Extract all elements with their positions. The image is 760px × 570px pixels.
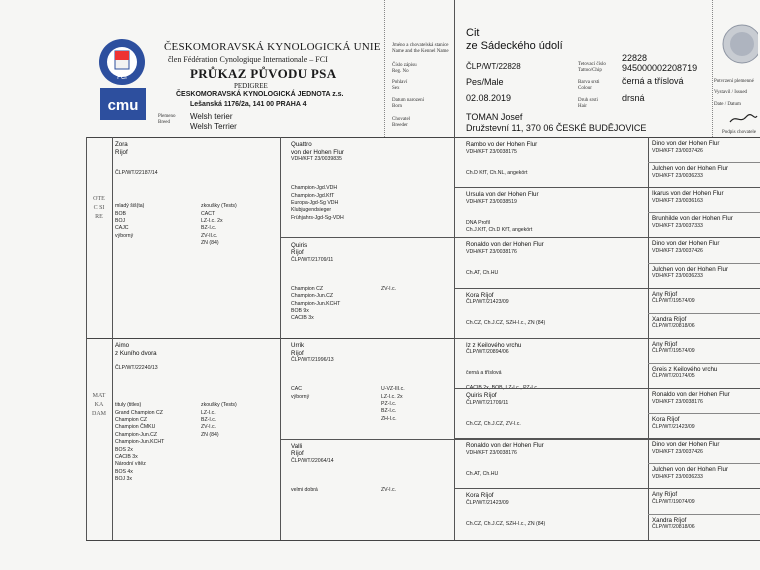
great-grandparent-extra: černá a tříslová CACIB 2x, BOB, LZ-I.c., PZ-I.c. xyxy=(466,370,539,392)
test-line: PZ-I.c. xyxy=(381,401,397,407)
great-grandparent-name: Iz z Keilového vrchu xyxy=(466,341,522,349)
grandparent-details xyxy=(291,286,451,323)
title-line: Europa-Jgd-Sg VDH xyxy=(291,200,339,206)
grandparent-details xyxy=(291,487,451,494)
test-line: ZN (84) xyxy=(201,240,219,247)
reg-label: Číslo zápisu Reg. No xyxy=(392,63,417,74)
title-line: BOS 2x xyxy=(115,446,133,453)
title-line: BOB 9x xyxy=(291,307,309,314)
test-line: zkoušky (Tests) xyxy=(201,402,237,409)
row-divider xyxy=(454,237,648,238)
gg-grandparent-cell xyxy=(652,466,758,481)
gg-grandparent-reg: ČLP/WT/19574/09 xyxy=(652,298,695,305)
title-line: Frühjahrs-Jgd-Sg-VDH xyxy=(291,214,344,221)
grandparent-tests xyxy=(381,286,451,323)
side-text-2: Vystavil / Issued xyxy=(714,90,748,95)
grandparent-name: Urrik Ríjof xyxy=(291,342,305,357)
great-grandparent-name: Ronaldo von der Hohen Flur xyxy=(466,241,544,249)
grandparent-cell xyxy=(291,242,451,323)
grandparent-reg: ČLP/WT/22064/14 xyxy=(291,457,334,464)
gg-grandparent-reg: VDH/KFT 23/0036233 xyxy=(652,473,703,480)
gg-grandparent-cell xyxy=(652,366,758,381)
title-line: tituly (titles) xyxy=(115,402,142,409)
great-grandparent-name: Kora Ríjof xyxy=(466,291,494,299)
title-line: Champion-Jun.KCHT xyxy=(291,300,341,307)
title-line: výborný xyxy=(115,232,134,239)
grandparent-name: Valli Ríjof xyxy=(291,442,304,458)
title-line: Champion-Jun.CZ xyxy=(291,293,334,300)
row-divider xyxy=(648,313,760,314)
pedigree-label: PEDIGREE xyxy=(234,82,268,90)
title-line: výborný xyxy=(291,393,310,400)
gg-grandparent-reg: ČLP/WT/20818/06 xyxy=(652,323,695,330)
issuer: ČESKOMORAVSKÁ KYNOLOGICKÁ JEDNOTA z.s. xyxy=(176,91,344,98)
grandparent-details xyxy=(291,185,451,222)
reg-no: ČLP/WT/22828 xyxy=(466,62,521,71)
great-grandparent-extra: DNA Profil Ch.J.KfT, Ch.D KfT, angekört xyxy=(466,219,533,234)
grandparent-titles xyxy=(291,286,381,323)
born: 02.08.2019 xyxy=(466,93,512,103)
gg-grandparent-reg: VDH/KFT 23/0037426 xyxy=(652,448,703,455)
title-line: velmi dobrá xyxy=(291,486,318,493)
test-line: zkoušky (Tests) xyxy=(201,203,237,210)
address: Lešanská 1176/2a, 141 00 PRAHA 4 xyxy=(190,101,307,108)
tattoo: 22828 xyxy=(622,53,648,63)
great-grandparent-cell xyxy=(466,292,646,328)
row-divider xyxy=(648,463,760,464)
breed-en: Welsh Terrier xyxy=(190,122,237,131)
test-line: LZ-I.c. 2x xyxy=(381,393,403,400)
breeder-address: Družstevní 11, 370 06 ČESKÉ BUDĚJOVICE xyxy=(466,123,647,133)
great-grandparent-reg: ČLP/WT/20894/06 xyxy=(466,349,509,356)
test-line: BZ-I.c. xyxy=(381,408,397,415)
gg-grandparent-reg: ČLP/WT/19574/09 xyxy=(652,348,695,355)
gg-grandparent-reg: VDH/KFT 23/0037333 xyxy=(652,222,703,229)
grandparent-cell xyxy=(291,342,451,423)
gg-grandparent-name: Julchen von der Hohen Flur xyxy=(652,466,729,474)
gg-grandparent-cell xyxy=(652,140,758,155)
breed-label: Plemeno Breed xyxy=(158,114,176,125)
gg-grandparent-cell xyxy=(652,416,758,431)
dam-reg: ČLP/WT/22240/13 xyxy=(115,365,158,372)
gg-grandparent-reg: VDH/KFT 23/0037426 xyxy=(652,147,703,154)
dam-name: Aimo z Kuního dvora xyxy=(115,342,157,357)
row-divider xyxy=(454,438,648,439)
title-line: Grand Champion CZ xyxy=(115,409,163,416)
row-divider xyxy=(454,187,648,188)
sire-cell xyxy=(115,141,277,248)
grandparent-reg: VDH/KFT 23/0039835 xyxy=(291,156,342,163)
dog-name-1: Cit xyxy=(466,27,480,39)
gg-grandparent-reg: ČLP/WT/21423/09 xyxy=(652,423,695,430)
gg-grandparent-name: Dino von der Hohen Flur xyxy=(652,140,720,147)
gg-grandparent-cell xyxy=(652,316,758,331)
born-label: Datum narození Born xyxy=(392,98,425,109)
row-divider xyxy=(454,338,648,339)
great-grandparent-cell xyxy=(466,392,646,428)
chip: 945000002208719 xyxy=(622,63,698,73)
great-grandparent-name: Quiris Ríjof xyxy=(466,392,497,399)
grandparent-name: Quattro von der Hohen Flur xyxy=(291,141,344,156)
sire-name: Zora Ríjof xyxy=(115,141,128,156)
sire-titles xyxy=(115,203,201,247)
colour: černá a tříslová xyxy=(622,76,684,86)
sex: Pes/Male xyxy=(466,77,504,87)
test-line: LZ-I.c. xyxy=(201,409,216,416)
title-line: BOB xyxy=(115,210,126,217)
great-grandparent-reg: ČLP/WT/21423/09 xyxy=(466,299,509,306)
grandparent-titles xyxy=(291,386,381,423)
test-line: CACT xyxy=(201,210,216,217)
date-label: Date / Datum xyxy=(714,102,741,107)
row-divider xyxy=(648,388,760,389)
signature-label: Podpis chovatele xyxy=(722,130,757,135)
great-grandparent-reg: ČLP/WT/21423/09 xyxy=(466,499,509,506)
test-line: LZ-I.c. 2x xyxy=(201,218,223,224)
gg-grandparent-reg: VDH/KFT 23/0037426 xyxy=(652,247,703,254)
title-line: Champion CZ xyxy=(115,417,148,423)
gg-grandparent-reg: ČLP/WT/20818/06 xyxy=(652,524,695,531)
gg-grandparent-reg: ČLP/WT/19074/09 xyxy=(652,498,695,505)
dam-cell xyxy=(115,342,277,484)
dam-side-label: MATKA DAM xyxy=(92,393,107,417)
gg-grandparent-name: Dino von der Hohen Flur xyxy=(652,441,720,449)
row-divider xyxy=(648,288,760,289)
gg-grandparent-reg: VDH/KFT 23/0036233 xyxy=(652,273,703,280)
row-divider xyxy=(648,187,760,188)
gg-grandparent-cell xyxy=(652,517,758,532)
dam-titles xyxy=(115,402,201,483)
sire-tests xyxy=(201,203,271,247)
grandparent-tests xyxy=(381,386,451,423)
grandparent-name: Quiris Ríjof xyxy=(291,241,308,257)
gg-grandparent-name: Ronaldo von der Hohen Flur xyxy=(652,391,730,398)
grandparent-reg: ČLP/WT/21996/13 xyxy=(291,357,334,364)
gg-grandparent-name: Any Ríjof xyxy=(652,491,678,499)
gg-grandparent-reg: VDH/KFT 23/0038176 xyxy=(652,398,703,405)
great-grandparent-cell xyxy=(466,191,646,234)
great-grandparent-name: Rambo vo der Hohen Flur xyxy=(466,141,538,148)
tattoo-label: Tetovací číslo Tattoo/Chip xyxy=(578,62,606,73)
gg-grandparent-name: Julchen von der Hohen Flur xyxy=(652,165,729,173)
gg-grandparent-name: Dino von der Hohen Flur xyxy=(652,240,720,248)
gg-grandparent-name: Any Ríjof xyxy=(652,290,678,298)
breeder-label: Chovatel Breeder xyxy=(392,117,411,128)
grandparent-cell xyxy=(291,443,451,495)
title-line: mladý šiš(ta) xyxy=(115,203,145,210)
title-line: Národní vítěz xyxy=(115,461,146,468)
row-divider xyxy=(648,212,760,213)
great-grandparent-cell xyxy=(466,241,646,277)
great-grandparent-reg: ČLP/WT/21709/11 xyxy=(466,399,509,406)
title-line: Champion-Jun.KCHT xyxy=(115,439,165,446)
gg-grandparent-name: Any Ríjof xyxy=(652,340,678,348)
doc-title: PRŮKAZ PŮVODU PSA xyxy=(190,66,337,81)
title-line: BOJ xyxy=(115,218,126,224)
test-line: ZV-I.c. xyxy=(201,424,216,431)
row-divider xyxy=(648,438,760,439)
title-line: CACIB 3x xyxy=(115,454,138,461)
grandparent-tests xyxy=(381,185,451,222)
gg-grandparent-cell xyxy=(652,215,758,230)
test-line: BZ-I.c. xyxy=(201,225,217,232)
grandparent-reg: ČLP/WT/21709/11 xyxy=(291,256,334,263)
svg-text:FCI: FCI xyxy=(117,75,127,81)
test-line: ZV-I.c. xyxy=(381,285,396,292)
great-grandparent-extra: Ch.AT, Ch.HU xyxy=(466,269,499,276)
grandparent-tests xyxy=(381,487,451,494)
cmkj-logo xyxy=(100,88,146,120)
great-grandparent-reg: VDH/KFT 23/0038519 xyxy=(466,198,517,205)
dog-name-2: ze Sádeckého údolí xyxy=(466,40,563,52)
title-line: CACIB 3x xyxy=(291,315,314,322)
gg-grandparent-cell xyxy=(652,341,758,356)
breeder-name: TOMAN Josef xyxy=(466,112,523,122)
gg-grandparent-reg: VDH/KFT 23/0036233 xyxy=(652,172,703,179)
coat-label: Druh srsti Hair xyxy=(578,98,598,109)
test-line: ZH-I.c. xyxy=(381,415,397,422)
row-divider xyxy=(648,338,760,339)
row-divider xyxy=(648,488,760,489)
fci-member: člen Fédération Cynologique Internationale – FCI xyxy=(168,55,328,64)
gg-grandparent-reg: ČLP/WT/20174/05 xyxy=(652,373,695,380)
gg-grandparent-name: Kora Ríjof xyxy=(652,416,680,424)
test-line: ZV-II.c. xyxy=(201,232,218,239)
test-line: ZV-I.c. xyxy=(381,486,396,493)
title-line: Champion-Jun.CZ xyxy=(115,431,158,438)
gg-grandparent-reg: VDH/KFT 23/0036163 xyxy=(652,197,703,204)
gg-grandparent-cell xyxy=(652,165,758,180)
sire-side-label: OTEC SIRE xyxy=(93,196,105,220)
svg-text:cmu: cmu xyxy=(107,97,139,114)
gg-grandparent-cell xyxy=(652,291,758,306)
row-divider xyxy=(648,263,760,264)
gg-grandparent-cell xyxy=(652,441,758,456)
gg-grandparent-name: Greis z Keilového vrchu xyxy=(652,365,718,373)
gg-grandparent-name: Julchen von der Hohen Flur xyxy=(652,265,729,273)
gg-grandparent-name: Xandra Ríjof xyxy=(652,516,687,524)
great-grandparent-extra: Ch.AT, Ch.HU xyxy=(466,470,499,477)
grandparent-details xyxy=(291,386,451,423)
great-grandparent-cell xyxy=(466,141,646,177)
test-line: BZ-I.c. xyxy=(201,417,217,423)
great-grandparent-cell xyxy=(466,442,646,478)
gg-grandparent-cell xyxy=(652,391,758,406)
side-text-1: Potvrzení plemenné xyxy=(714,79,754,84)
title-line: Champion-Jgd.KfT xyxy=(291,192,335,199)
coat: drsná xyxy=(622,93,645,103)
great-grandparent-extra: Ch.D KfT, Ch.NL, angekört xyxy=(466,169,528,176)
title-line: BOS 4x xyxy=(115,468,133,475)
title-line: Champion CZ xyxy=(291,285,324,292)
great-grandparent-name: Ronaldo von der Hohen Flur xyxy=(466,442,544,450)
official-stamp xyxy=(722,22,758,66)
name-label: Jméno a chovatelská stanice Name and the Kennel Name xyxy=(392,43,449,54)
title-line: BOJ 3x xyxy=(115,476,133,483)
great-grandparent-extra: Ch.CZ, Ch.J.CZ, SZH-I.c., ZN (84) xyxy=(466,320,546,327)
grandparent-cell xyxy=(291,141,451,222)
gg-grandparent-cell xyxy=(652,190,758,205)
gg-grandparent-name: Ikarus von der Hohen Flur xyxy=(652,190,724,198)
gg-grandparent-cell xyxy=(652,266,758,281)
row-divider xyxy=(454,388,648,389)
gg-grandparent-cell xyxy=(652,240,758,255)
title-line: Champion-Jgd.VDH xyxy=(291,185,338,192)
title-line: Klubjugendsieger xyxy=(291,207,332,214)
great-grandparent-cell xyxy=(466,492,646,528)
test-line: U-VZ-III.c. xyxy=(381,386,405,393)
great-grandparent-cell xyxy=(466,342,646,393)
test-line: ZN (84) xyxy=(201,431,219,438)
breed-cz: Welsh terier xyxy=(190,112,233,121)
row-divider xyxy=(648,514,760,515)
colour-label: Barva srsti Colour xyxy=(578,80,600,91)
great-grandparent-name: Ursula von der Hohen Flur xyxy=(466,191,539,199)
great-grandparent-reg: VDH/KFT 23/0038176 xyxy=(466,248,517,255)
gg-grandparent-cell xyxy=(652,491,758,506)
title-line: CAJC xyxy=(115,225,129,232)
row-divider xyxy=(454,488,648,489)
org-name: ČESKOMORAVSKÁ KYNOLOGICKÁ UNIE xyxy=(164,41,381,53)
gg-grandparent-name: Brunhilde von der Hohen Flur xyxy=(652,215,733,223)
title-line: CAC xyxy=(291,386,302,393)
title-line: Champion ČMKU xyxy=(115,424,156,431)
row-divider xyxy=(648,237,760,238)
row-divider xyxy=(648,162,760,163)
dam-tests xyxy=(201,402,271,483)
great-grandparent-reg: VDH/KFT 23/0038175 xyxy=(466,148,517,155)
signature-mark xyxy=(728,112,758,126)
great-grandparent-name: Kora Ríjof xyxy=(466,492,494,500)
row-divider xyxy=(648,363,760,364)
great-grandparent-extra: Ch.CZ, Ch.J.CZ, ZV-I.c. xyxy=(466,420,521,427)
sex-label: Pohlaví Sex xyxy=(392,80,408,91)
great-grandparent-extra: Ch.CZ, Ch.J.CZ, SZH-I.c., ZN (84) xyxy=(466,520,546,527)
gg-grandparent-name: Xandra Ríjof xyxy=(652,315,687,323)
sire-reg: ČLP/WT/22187/14 xyxy=(115,170,158,177)
great-grandparent-reg: VDH/KFT 23/0038176 xyxy=(466,449,517,456)
row-divider xyxy=(454,288,648,289)
row-divider xyxy=(648,413,760,414)
grandparent-titles xyxy=(291,487,381,494)
fci-logo xyxy=(97,37,147,87)
grandparent-titles xyxy=(291,185,381,222)
